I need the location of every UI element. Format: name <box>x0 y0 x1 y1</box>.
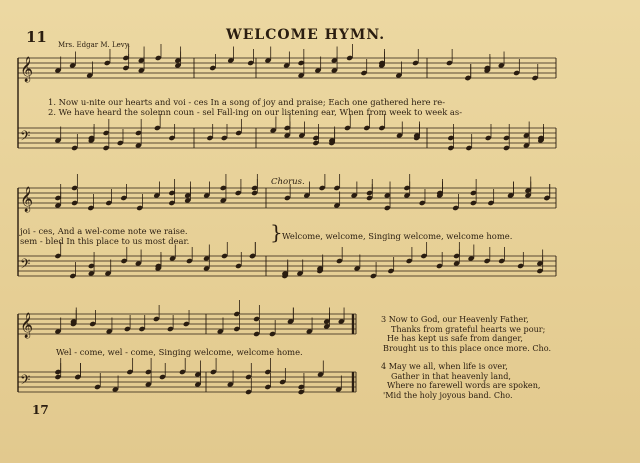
stanza-line: Thanks from grateful hearts we pour; <box>391 323 546 334</box>
stanza-line: Gather in that heavenly land, <box>391 370 511 381</box>
stanza-line: 4 May we all, when life is over, <box>381 361 508 371</box>
stanza-line: 'Mid the holy joyous band. Cho. <box>383 389 513 400</box>
bass-clef: 𝄢 <box>20 256 31 275</box>
stanza-line: 3 Now to God, our Heavenly Father, <box>381 314 529 324</box>
composer-credit: Mrs. Edgar M. Levy. <box>58 41 130 49</box>
stanza-4 <box>381 362 540 400</box>
stanza-line: Brought us to this place once more. Cho. <box>383 342 552 353</box>
clefs <box>20 56 33 391</box>
lyric-chorus-line2: Wel - come, wel - come, Singing welcome, welcome home. <box>56 347 303 357</box>
lyric-verse2-line2: sem - bled In this place to us most dear. <box>20 236 190 246</box>
bass-clef: 𝄢 <box>20 372 31 391</box>
brace: } <box>270 220 283 244</box>
chorus-label: Chorus. <box>271 177 305 187</box>
stanza-line: He has kept us safe from danger, <box>387 333 523 344</box>
treble-clef: 𝄞 <box>20 187 34 212</box>
lyric-chorus-line1: Welcome, welcome, Singing welcome, welcome home. <box>282 231 513 241</box>
hymn-title: WELCOME HYMN. <box>226 27 386 43</box>
lyric-verse1-line1: 1. Now u-nite our hearts and voi - ces In a song of joy and praise; Each one gathered here re- <box>48 97 446 107</box>
page-number: 11 <box>26 28 47 46</box>
stanza-line: Where no farewell words are spoken, <box>387 380 541 391</box>
treble-clef: 𝄞 <box>20 313 34 338</box>
footer-number: 17 <box>32 403 49 417</box>
stanza-3 <box>381 315 551 353</box>
treble-clef: 𝄞 <box>20 57 34 82</box>
bass-clef: 𝄢 <box>20 128 31 147</box>
lyric-verse2-line1: 2. We have heard the solemn coun - sel Fall-ing on our listening ear, When from week to week as- <box>48 107 463 117</box>
lyric-verse1-line2: joi - ces, And a wel-come note we raise. <box>20 226 188 236</box>
